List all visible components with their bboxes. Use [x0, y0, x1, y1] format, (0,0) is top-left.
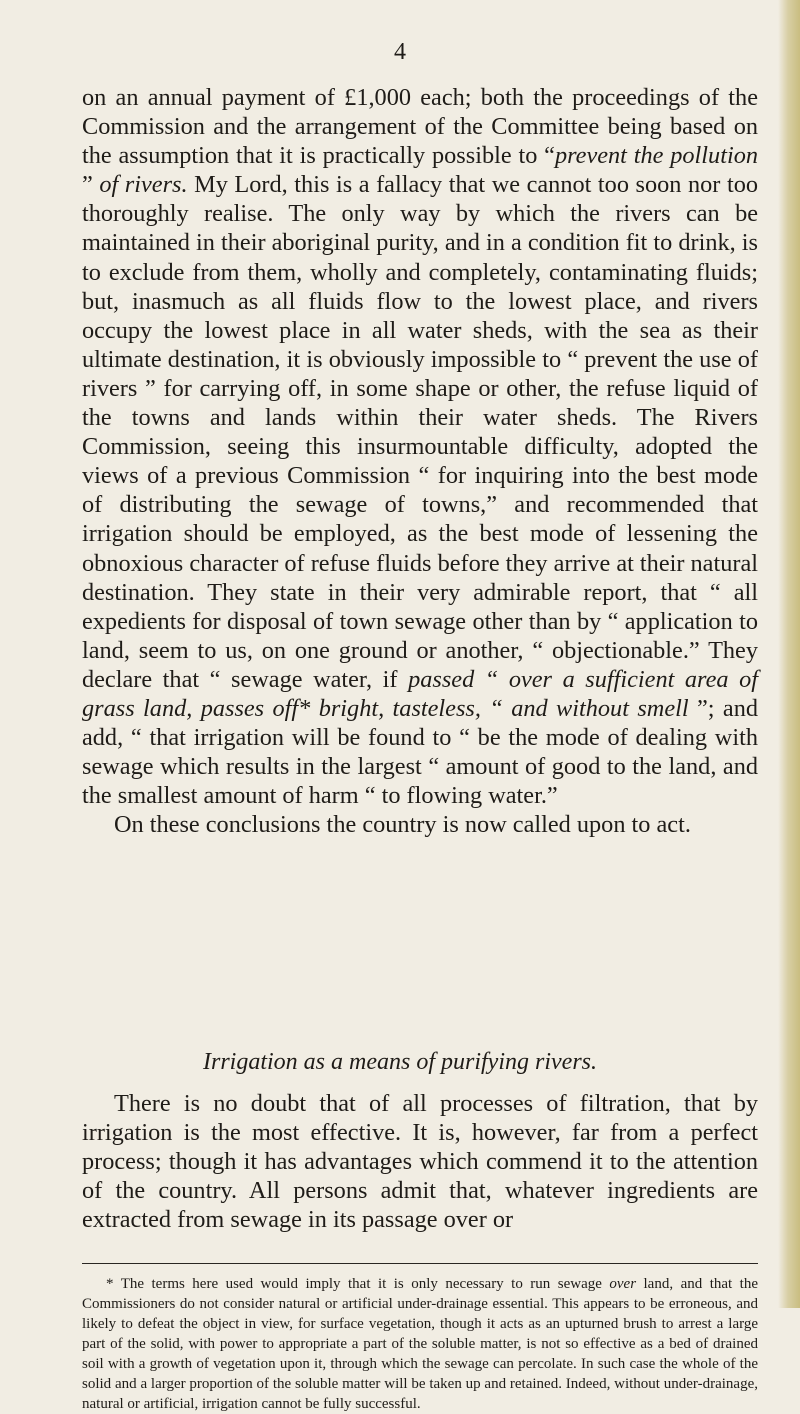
- paragraph-1-run-5: My Lord, this is a fallacy that we cannot too soon nor too thoroughly realise. The only way by which the rivers can be maintained in their aboriginal purity, and in a condition fit to drink, is to exclude from them, wholly and completely, contaminating fluids; but, inasmuch as all fluids flow to the lowest place, and rivers occupy the lowest place in all water sheds, with the sea as their ultimate destination, it is obviously impossible to “ prevent the use of rivers ” for carrying off, in some shape or other, the refuse liquid of the towns and lands within their water sheds. The Rivers Commission, seeing this insurmountable difficulty, adopted the views of a previous Commission “ for inquiring into the best mode of distributing the sewage of towns,” and recommended that irrigation should be employed, as the best mode of lessening the obnoxious character of refuse fluids before they arrive at their natural destination. They state in their very admirable report, that “ all expedients for disposal of town sewage other than by “ application to land, seem to us, on one ground or another, “ objectionable.” They declare that “ sewage water, if: [82, 171, 758, 693]
- footnote-text: [82, 1274, 758, 1414]
- page-edge-shading: [778, 0, 800, 1308]
- paragraph-1-run-4: of rivers.: [99, 171, 188, 199]
- section-text: [82, 1089, 758, 1234]
- paragraph-3: There is no doubt that of all processes of filtration, that by irrigation is the most effective. It is, however, far from a perfect process; though it has advantages which commend it to the attention of the country. All persons admit that, whatever ingredients are extracted from sewage in its passage over or: [82, 1090, 758, 1234]
- paragraph-1-run-3: ”: [82, 171, 100, 199]
- paragraph-1-run-7: ”; and add, “ that irrigation will be found to “ be the mode of dealing with sewage which results in the largest “ amount of good to the land, and the smallest amount of harm “ to flowing water.”: [82, 694, 758, 810]
- footnote: [82, 1274, 758, 1414]
- footnote-rule: [82, 1263, 758, 1264]
- footnote-run-2: over: [609, 1276, 637, 1292]
- main-text: [82, 83, 758, 839]
- paragraph-1-run-2: prevent the pollution: [554, 142, 758, 170]
- footnote-run-3: land, and that the Commissioners do not consider natural or artificial under-drainage essential. This appears to be erroneous, and likely to defeat the object in view, for surface vegetation, though it acts as an upturned brush to arrest a large part of the solid, with power to appropriate a part of the soluble matter, is not so effective as a bed of drained soil with a growth of vegetation upon it, through which the sewage can percolate. In such case the whole of the solid and a larger proportion of the soluble matter will be taken up and retained. Indeed, without under-drainage, natural or artificial, irrigation cannot be fully successful.: [82, 1276, 758, 1412]
- section-heading: Irrigation as a means of purifying rivers.: [203, 1049, 597, 1075]
- paragraph-1-run-1: on an annual payment of £1,000 each; both the proceedings of the Commission and the arrangement of the Committee being based on the assumption that it is practically possible to “: [82, 84, 758, 170]
- paragraph-1: [82, 83, 758, 810]
- paragraph-1-run-6: passed “ over a sufficient area of grass land, passes off* bright, tasteless, “ and without smell: [82, 665, 758, 722]
- page-number: 4: [394, 39, 406, 65]
- footnote-run-1: * The terms here used would imply that it is only necessary to run sewage: [106, 1276, 610, 1292]
- paragraph-2: On these conclusions the country is now called upon to act.: [114, 811, 691, 839]
